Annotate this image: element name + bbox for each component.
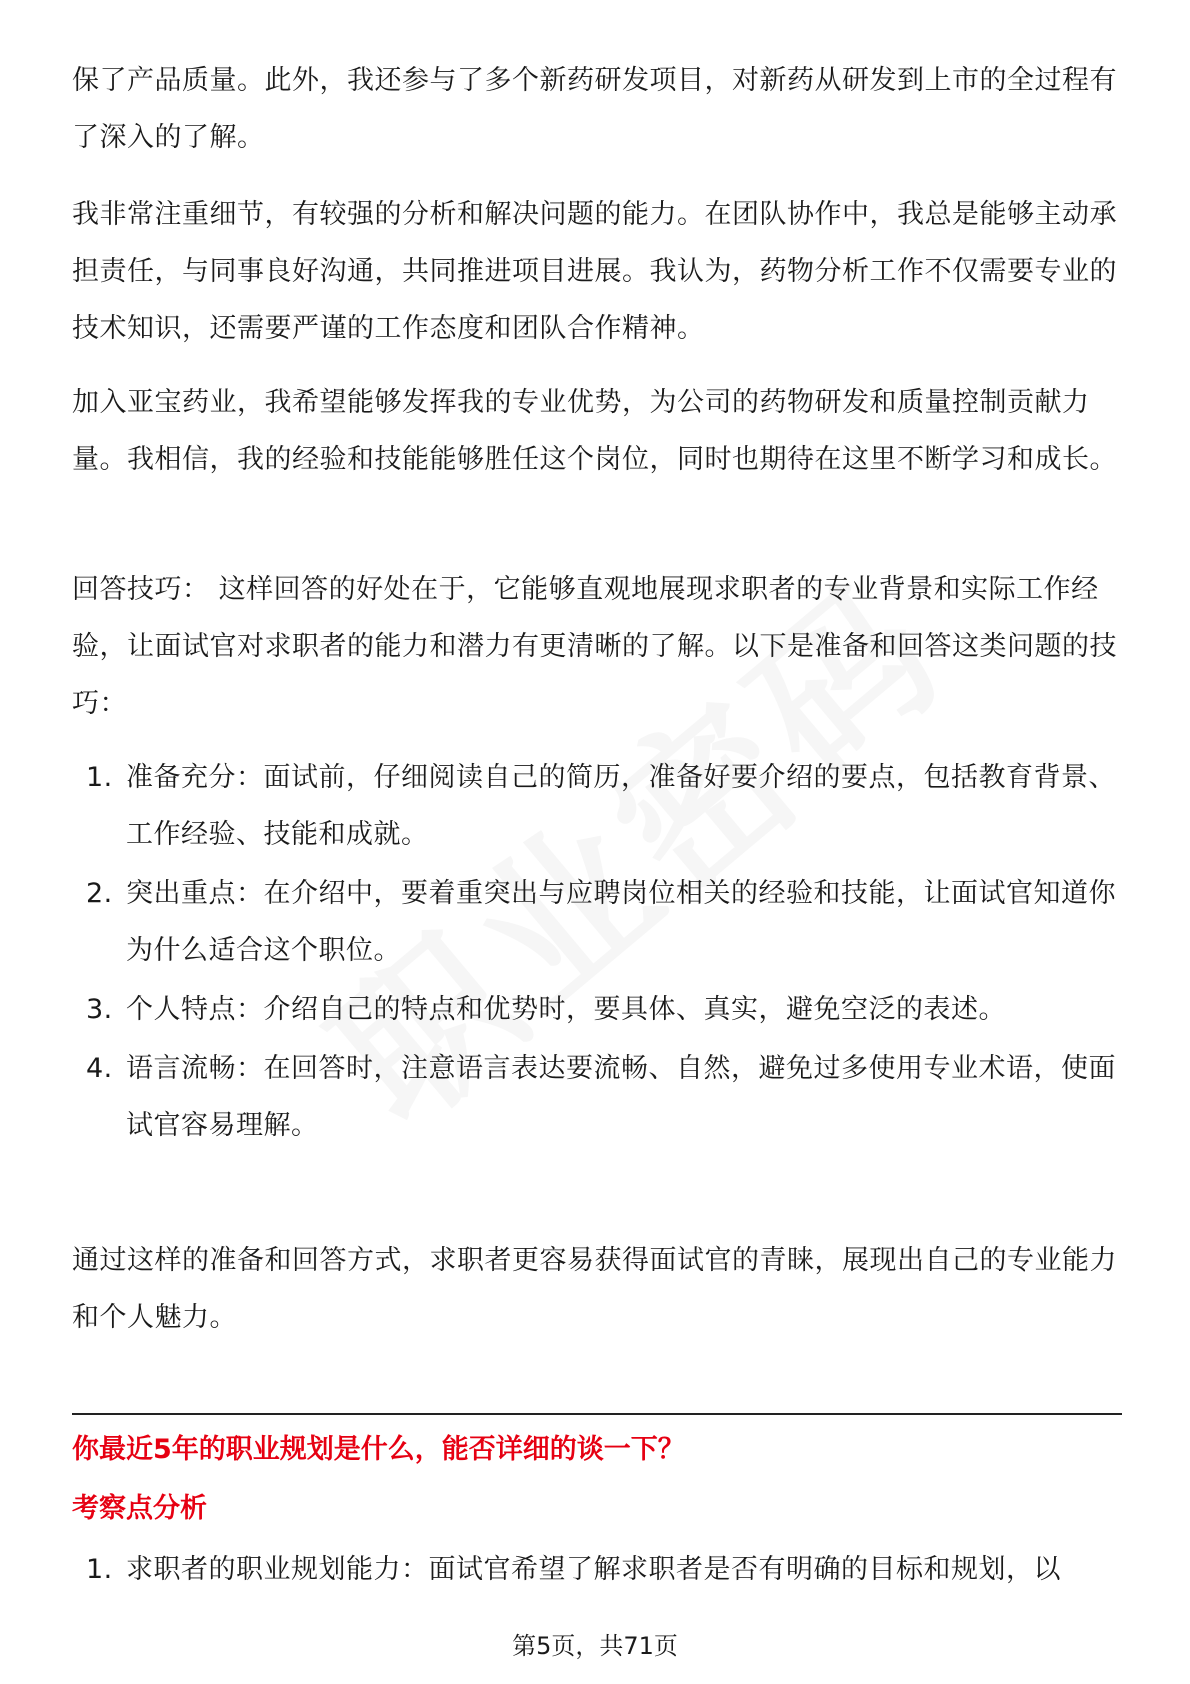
list-item (72, 1040, 1122, 1154)
list-item-text: 个人特点：介绍自己的特点和优势时，要具体、真实，避免空泛的表述。 (126, 994, 1006, 1025)
page-number-footer: 第5页，共71页 (512, 1632, 678, 1660)
section-divider (72, 1413, 1122, 1415)
list-item-text: 求职者的职业规划能力：面试官希望了解求职者是否有明确的目标和规划，以 (126, 1554, 1061, 1585)
section-heading: 考察点分析 (72, 1493, 207, 1524)
paragraph-strengths: 我非常注重细节，有较强的分析和解决问题的能力。在团队协作中，我总是能够主动承担责任，与同事良好沟通，共同推进项目进展。我认为，药物分析工作不仅需要专业的技术知识，还需要严谨的工作态度和团队合作精神。 (72, 199, 1117, 344)
list-item-text: 突出重点：在介绍中，要着重突出与应聘岗位相关的经验和技能，让面试官知道你为什么适合这个职位。 (126, 878, 1116, 966)
question-title: 你最近5年的职业规划是什么，能否详细的谈一下？ (72, 1434, 685, 1465)
list-number: 4. (86, 1053, 113, 1084)
list-item (72, 749, 1122, 863)
paragraph-answer-tips: 回答技巧： 这样回答的好处在于，它能够直观地展现求职者的专业背景和实际工作经验，让面试官对求职者的能力和潜力有更清晰的了解。以下是准备和回答这类问题的技巧： (72, 574, 1117, 719)
paragraph-motivation: 加入亚宝药业，我希望能够发挥我的专业优势，为公司的药物研发和质量控制贡献力量。我相信，我的经验和技能能够胜任这个岗位，同时也期待在这里不断学习和成长。 (72, 387, 1117, 475)
paragraph-conclusion: 通过这样的准备和回答方式，求职者更容易获得面试官的青睐，展现出自己的专业能力和个人魅力。 (72, 1245, 1117, 1333)
analysis-list (72, 1541, 1122, 1600)
list-number: 2. (86, 878, 113, 909)
tips-list (72, 749, 1122, 1156)
list-item-text: 准备充分：面试前，仔细阅读自己的简历，准备好要介绍的要点，包括教育背景、工作经验、技能和成就。 (126, 762, 1116, 850)
list-item (72, 1541, 1122, 1598)
list-number: 1. (86, 762, 113, 793)
list-item (72, 981, 1122, 1038)
list-item (72, 865, 1122, 979)
list-number: 1. (86, 1554, 113, 1585)
list-item-text: 语言流畅：在回答时，注意语言表达要流畅、自然，避免过多使用专业术语，使面试官容易理解。 (126, 1053, 1116, 1141)
list-number: 3. (86, 994, 113, 1025)
paragraph-continuation: 保了产品质量。此外，我还参与了多个新药研发项目，对新药从研发到上市的全过程有了深入的了解。 (72, 65, 1117, 153)
